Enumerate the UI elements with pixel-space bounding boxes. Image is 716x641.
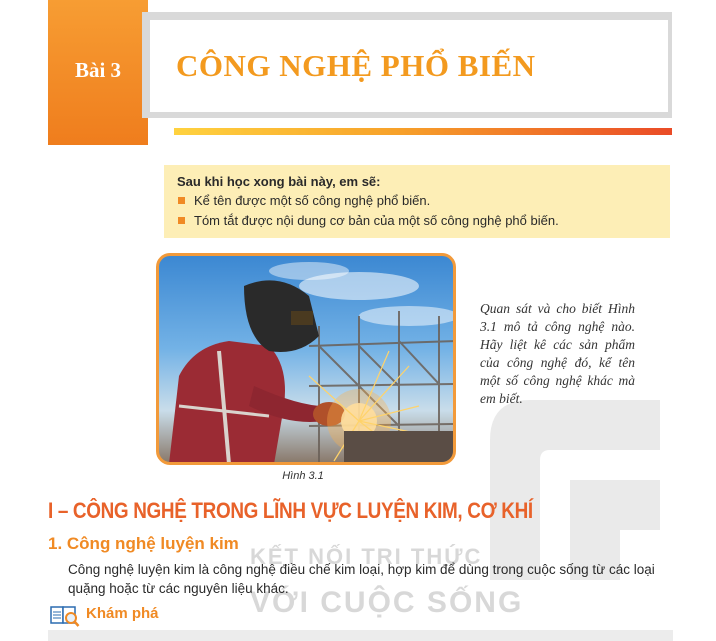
watermark-text-line1: KẾT NỐI TRI THỨC	[250, 544, 483, 569]
section-heading: I – CÔNG NGHỆ TRONG LĨNH VỰC LUYỆN KIM, CƠ KHÍ	[48, 498, 533, 523]
objective-text: Kể tên được một số công nghệ phổ biến.	[194, 193, 431, 208]
objective-item	[178, 193, 430, 208]
subsection-heading: 1. Công nghệ luyện kim	[48, 534, 239, 553]
explore-icon	[50, 604, 80, 628]
square-bullet-icon	[178, 217, 185, 224]
observation-question: Quan sát và cho biết Hình 3.1 mô tả công nghệ nào. Hãy liệt kê các sản phẩm của công nghệ đó, kể tên một số công nghệ khác mà em biết.	[480, 301, 635, 406]
watermark-text-line2: VỚI CUỘC SỐNG	[250, 586, 524, 619]
figure-caption: Hình 3.1	[282, 470, 324, 482]
objectives-title: Sau khi học xong bài này, em sẽ:	[177, 174, 381, 189]
square-bullet-icon	[178, 197, 185, 204]
objective-text: Tóm tắt được nội dung cơ bản của một số công nghệ phổ biến.	[194, 213, 559, 228]
lesson-title: CÔNG NGHỆ PHỔ BIẾN	[176, 48, 536, 83]
body-paragraph: Công nghệ luyện kim là công nghệ điều chế kim loại, hợp kim để dùng trong cuộc sống từ các loại quặng hoặc từ các nguyên liệu khác.	[68, 562, 655, 596]
lesson-label: Bài 3	[74, 58, 122, 82]
objective-item	[178, 213, 559, 228]
title-underline	[174, 128, 672, 135]
explore-label: Khám phá	[86, 605, 159, 622]
welding-photo	[156, 253, 456, 465]
activity-box-top	[48, 630, 673, 641]
